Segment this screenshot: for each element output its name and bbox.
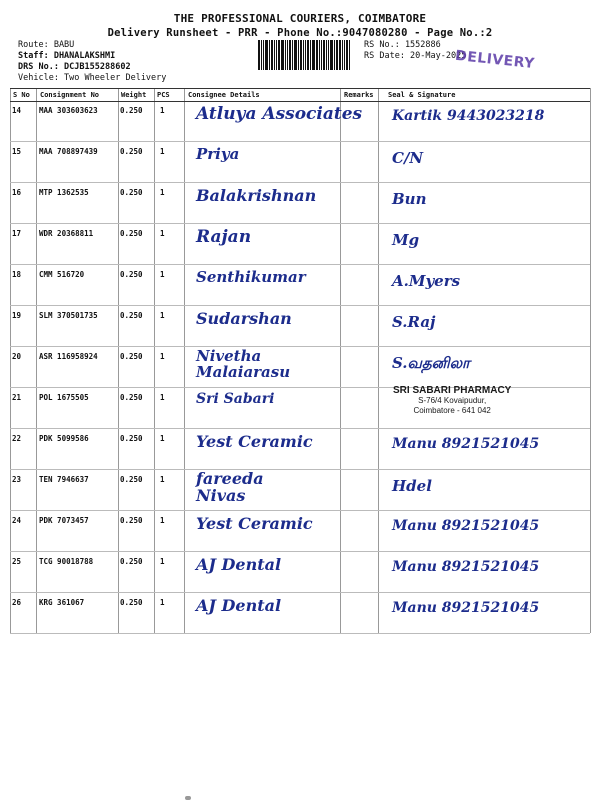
row-consignee: Sudarshan — [196, 309, 292, 328]
row-consignment: KRG 361067 — [39, 598, 85, 607]
barcode-bar — [276, 40, 277, 70]
row-consignment: POL 1675505 — [39, 393, 89, 402]
barcode-bar — [269, 40, 270, 70]
row-pcs: 1 — [160, 352, 165, 361]
barcode-bar — [278, 40, 280, 70]
table-row — [10, 223, 590, 265]
row-sno: 14 — [12, 106, 22, 115]
row-sno: 16 — [12, 188, 22, 197]
col-weight: Weight — [121, 91, 147, 99]
row-pcs: 1 — [160, 147, 165, 156]
row-weight: 0.250 — [120, 229, 143, 238]
col-consignee: Consignee Details — [188, 91, 260, 99]
row-consignee: Nivetha Malaiarasu — [196, 347, 291, 381]
row-pcs: 1 — [160, 106, 165, 115]
row-weight: 0.250 — [120, 106, 143, 115]
row-sno: 20 — [12, 352, 22, 361]
row-signature: Manu 8921521045 — [392, 600, 540, 616]
row-pcs: 1 — [160, 475, 165, 484]
row-consignee: AJ Dental — [196, 555, 282, 574]
table-row — [10, 551, 590, 593]
barcode-bar — [346, 40, 348, 70]
company-name: THE PROFESSIONAL COURIERS, COIMBATORE — [173, 12, 427, 25]
barcode-bar — [271, 40, 273, 70]
barcode-bar — [274, 40, 275, 70]
row-consignee: Priya — [196, 145, 240, 163]
row-sno: 17 — [12, 229, 22, 238]
row-consignment: PDK 5099586 — [39, 434, 89, 443]
row-consignment: TCG 90018788 — [39, 557, 94, 566]
vehicle-label: Vehicle: Two Wheeler Delivery — [18, 73, 167, 83]
barcode-bar — [305, 40, 306, 70]
row-consignment: CMM 516720 — [39, 270, 85, 279]
col-divider — [590, 88, 591, 633]
drs-number: DRS No.: DCJB155288602 — [18, 62, 131, 72]
barcode-bar — [289, 40, 291, 70]
row-signature: Bun — [392, 190, 427, 208]
table-row — [10, 510, 590, 552]
table-row — [10, 469, 590, 511]
row-consignment: SLM 370501735 — [39, 311, 98, 320]
table-row — [10, 141, 590, 183]
staff-label: Staff: DHANALAKSHMI — [18, 51, 116, 61]
barcode-bar — [323, 40, 325, 70]
rs-number: RS No.: 1552886 — [364, 40, 441, 50]
pharmacy-address-1: S-76/4 Kovaipudur, — [418, 396, 487, 405]
barcode-bar — [334, 40, 335, 70]
row-sno: 24 — [12, 516, 22, 525]
row-consignee: Sri Sabari — [196, 391, 275, 407]
row-weight: 0.250 — [120, 598, 143, 607]
row-weight: 0.250 — [120, 311, 143, 320]
table-row — [10, 428, 590, 470]
row-consignee: Senthikumar — [196, 268, 306, 286]
barcode-bar — [265, 40, 268, 70]
row-weight: 0.250 — [120, 393, 143, 402]
table-row — [10, 346, 590, 388]
row-consignment: MAA 708897439 — [39, 147, 98, 156]
route-label: Route: BABU — [18, 40, 75, 50]
row-sno: 18 — [12, 270, 22, 279]
barcode-bar — [344, 40, 345, 70]
barcode-bar — [307, 40, 309, 70]
row-signature: Hdel — [392, 477, 432, 495]
row-weight: 0.250 — [120, 270, 143, 279]
row-signature: Manu 8921521045 — [392, 518, 540, 534]
barcode — [258, 40, 358, 70]
row-consignment: TEN 7946637 — [39, 475, 89, 484]
row-consignment: ASR 116958924 — [39, 352, 98, 361]
row-weight: 0.250 — [120, 352, 143, 361]
row-signature: Manu 8921521045 — [392, 559, 540, 575]
barcode-bar — [303, 40, 304, 70]
barcode-bar — [312, 40, 315, 70]
row-sno: 19 — [12, 311, 22, 320]
barcode-bar — [316, 40, 318, 70]
barcode-bar — [349, 40, 350, 70]
barcode-bar — [328, 40, 329, 70]
row-pcs: 1 — [160, 557, 165, 566]
row-pcs: 1 — [160, 270, 165, 279]
row-weight: 0.250 — [120, 475, 143, 484]
page-header — [0, 12, 600, 40]
table-row — [10, 100, 590, 142]
row-consignment: WDR 20368811 — [39, 229, 94, 238]
pharmacy-address-2: Coimbatore - 641 042 — [413, 406, 491, 415]
row-sno: 26 — [12, 598, 22, 607]
row-consignment: MTP 1362535 — [39, 188, 89, 197]
row-signature: C/N — [392, 149, 424, 167]
row-weight: 0.250 — [120, 516, 143, 525]
col-seal: Seal & Signature — [388, 91, 456, 99]
col-sno: S No — [13, 91, 30, 99]
row-sno: 21 — [12, 393, 22, 402]
barcode-bar — [263, 40, 264, 70]
barcode-bar — [285, 40, 286, 70]
row-signature: S.Raj — [392, 313, 436, 331]
barcode-bar — [300, 40, 302, 70]
row-consignment: PDK 7073457 — [39, 516, 89, 525]
row-weight: 0.250 — [120, 147, 143, 156]
barcode-bar — [281, 40, 284, 70]
row-consignee: Rajan — [196, 227, 252, 247]
col-consignment: Consignment No — [40, 91, 100, 99]
row-signature: S.வதனிலா — [392, 354, 470, 372]
row-pcs: 1 — [160, 188, 165, 197]
barcode-bar — [321, 40, 322, 70]
row-consignee: Atluya Associates — [196, 104, 363, 124]
table-row — [10, 305, 590, 347]
row-sno: 15 — [12, 147, 22, 156]
row-consignee: fareeda Nivas — [196, 469, 264, 505]
row-weight: 0.250 — [120, 188, 143, 197]
row-pcs: 1 — [160, 434, 165, 443]
row-sno: 22 — [12, 434, 22, 443]
barcode-bar — [339, 40, 341, 70]
row-pcs: 1 — [160, 393, 165, 402]
row-consignee: Yest Ceramic — [196, 432, 313, 451]
barcode-bar — [336, 40, 338, 70]
row-consignee: AJ Dental — [196, 596, 282, 615]
col-remarks: Remarks — [344, 91, 374, 99]
barcode-bar — [319, 40, 320, 70]
barcode-bar — [258, 40, 260, 70]
row-signature: Mg — [392, 231, 420, 249]
delivery-stamp — [454, 48, 535, 72]
stamp-text: DELIVERY — [454, 47, 536, 73]
pharmacy-name: SRI SABARI PHARMACY — [393, 385, 512, 396]
barcode-bar — [298, 40, 299, 70]
col-pcs: PCS — [157, 91, 170, 99]
page-mark — [185, 796, 191, 800]
table-row — [10, 592, 590, 634]
barcode-bar — [287, 40, 288, 70]
row-signature: Kartik 9443023218 — [392, 108, 545, 124]
barcode-bar — [310, 40, 311, 70]
row-weight: 0.250 — [120, 434, 143, 443]
row-weight: 0.250 — [120, 557, 143, 566]
barcode-bar — [342, 40, 343, 70]
table-row — [10, 182, 590, 224]
barcode-bar — [330, 40, 333, 70]
row-sno: 25 — [12, 557, 22, 566]
barcode-bar — [261, 40, 262, 70]
row-signature: A.Myers — [392, 272, 461, 290]
row-pcs: 1 — [160, 516, 165, 525]
row-signature: Manu 8921521045 — [392, 436, 540, 452]
row-sno: 23 — [12, 475, 22, 484]
row-pcs: 1 — [160, 311, 165, 320]
barcode-bar — [326, 40, 327, 70]
row-consignment: MAA 303603623 — [39, 106, 98, 115]
table-row — [10, 264, 590, 306]
row-pcs: 1 — [160, 229, 165, 238]
barcode-bar — [292, 40, 293, 70]
row-consignee: Balakrishnan — [196, 186, 317, 205]
runsheet-subtitle: Delivery Runsheet - PRR - Phone No.:9047080280 - Page No.:2 — [107, 27, 493, 39]
barcode-bar — [294, 40, 297, 70]
row-pcs: 1 — [160, 598, 165, 607]
pharmacy-seal — [393, 386, 511, 416]
rs-date: RS Date: 20-May-2025 — [364, 51, 467, 61]
row-consignee: Yest Ceramic — [196, 514, 313, 533]
